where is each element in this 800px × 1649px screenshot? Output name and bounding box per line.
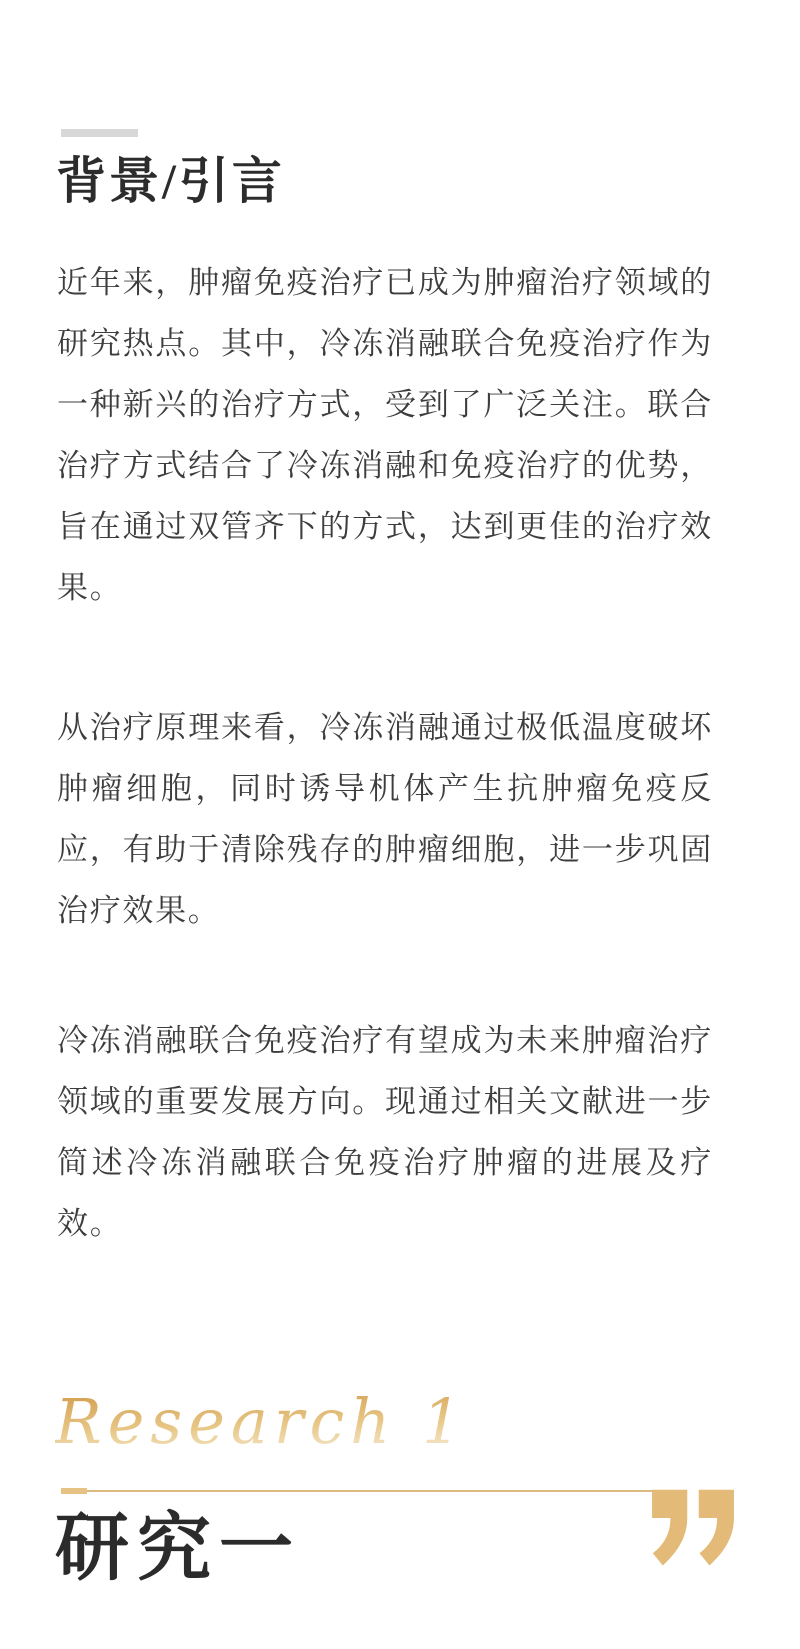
section-marker-bar — [61, 129, 138, 137]
research-watermark-text: Research 1 — [55, 1385, 468, 1458]
intro-title: 背景/引言 — [56, 153, 285, 209]
research-title: 研究一 — [55, 1508, 301, 1590]
intro-paragraph-2: 从治疗原理来看，冷冻消融通过极低温度破坏肿瘤细胞，同时诱导机体产生抗肿瘤免疫反应，有助于清除残存的肿瘤细胞，进一步巩固治疗效果。 — [57, 710, 713, 928]
intro-paragraph-3: 冷冻消融联合免疫治疗有望成为未来肿瘤治疗领域的重要发展方向。现通过相关文献进一步简述冷冻消融联合免疫治疗肿瘤的进展及疗效。 — [57, 1023, 713, 1241]
intro-paragraph-1: 近年来，肿瘤免疫治疗已成为肿瘤治疗领域的研究热点。其中，冷冻消融联合免疫治疗作为一种新兴的治疗方式，受到了广泛关注。联合治疗方式结合了冷冻消融和免疫治疗的优势，旨在通过双管齐下的方式，达到更佳的治疗效果。 — [57, 265, 713, 605]
gold-divider-line — [87, 1490, 655, 1492]
closing-quote-icon — [649, 1489, 737, 1567]
gold-divider-head — [61, 1488, 87, 1494]
